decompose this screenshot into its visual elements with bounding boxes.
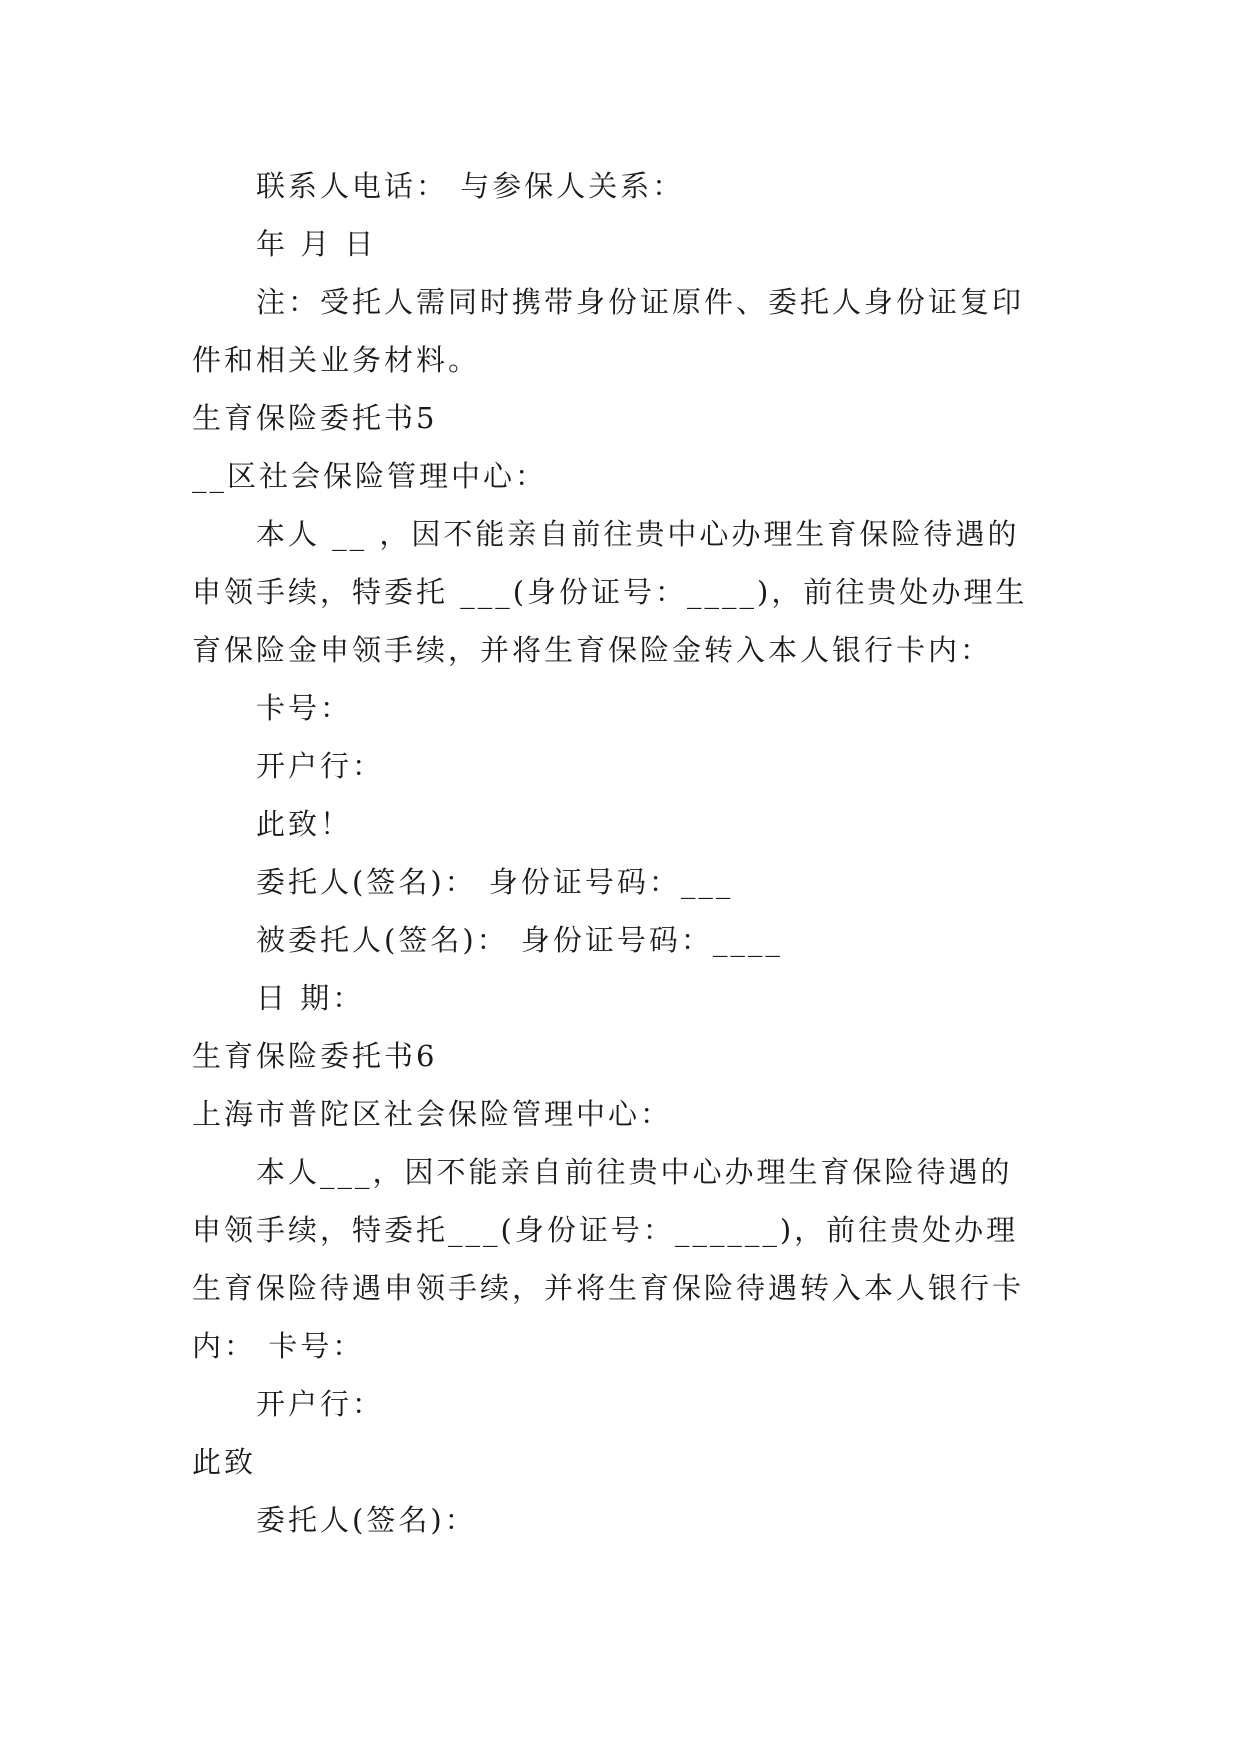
note-line-2: 件和相关业务材料。 <box>192 343 481 377</box>
body-6-line-2: 申领手续，特委托___(身份证号：______)，前往贵处办理 <box>192 1213 1019 1247</box>
salutation-5: 此致！ <box>256 807 353 841</box>
addressee-5: __区社会保险管理中心： <box>192 459 548 493</box>
agent-signature-5: 被委托人(签名)： 身份证号码：____ <box>256 923 783 957</box>
note-line-1: 注：受托人需同时携带身份证原件、委托人身份证复印 <box>256 285 1025 319</box>
body-5-line-2: 申领手续，特委托 ___(身份证号：____)，前往贵处办理生 <box>192 575 1028 609</box>
bank-branch-5: 开户行： <box>256 749 385 783</box>
date-line: 年 月 日 <box>256 227 377 261</box>
contact-phone-line: 联系人电话： 与参保人关系： <box>256 169 685 203</box>
body-6-line-4: 内： 卡号： <box>192 1329 365 1363</box>
salutation-6: 此致 <box>192 1445 257 1479</box>
addressee-6: 上海市普陀区社会保险管理中心： <box>192 1097 673 1131</box>
section-title-6: 生育保险委托书6 <box>192 1039 438 1073</box>
section-title-5: 生育保险委托书5 <box>192 401 438 435</box>
date-5: 日 期： <box>256 981 365 1015</box>
body-6-line-3: 生育保险待遇申领手续，并将生育保险待遇转入本人银行卡 <box>192 1271 1025 1305</box>
body-6-line-1: 本人___，因不能亲自前往贵中心办理生育保险待遇的 <box>256 1155 1013 1189</box>
body-5-line-3: 育保险金申领手续，并将生育保险金转入本人银行卡内： <box>192 633 993 667</box>
principal-signature-5: 委托人(签名)： 身份证号码：___ <box>256 865 734 899</box>
card-number-5: 卡号： <box>256 691 353 725</box>
bank-branch-6: 开户行： <box>256 1387 385 1421</box>
principal-signature-6: 委托人(签名)： <box>256 1503 477 1537</box>
body-5-line-1: 本人 __ ，因不能亲自前往贵中心办理生育保险待遇的 <box>256 517 1020 551</box>
